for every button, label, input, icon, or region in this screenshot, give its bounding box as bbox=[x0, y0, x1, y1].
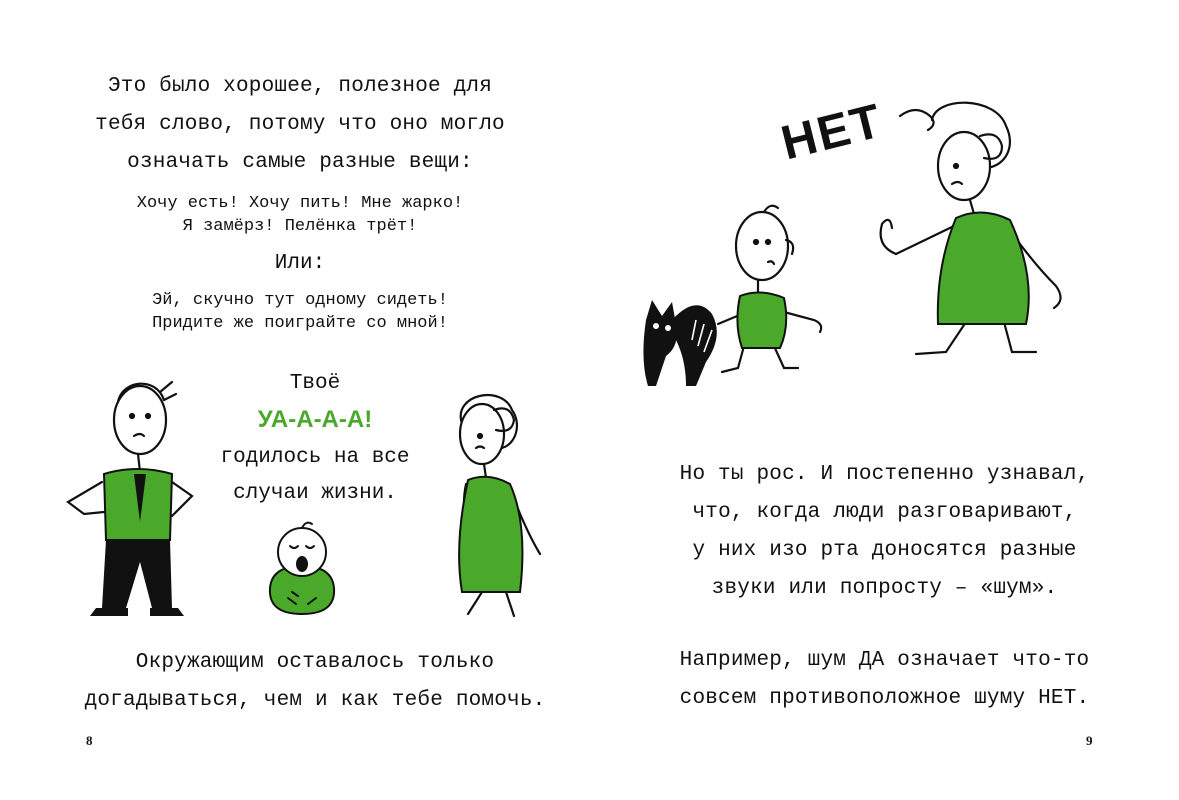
baby-cry-text: УА-А-А-А! bbox=[257, 406, 373, 433]
page-number: 8 bbox=[86, 733, 93, 748]
text-line: случаи жизни. bbox=[233, 482, 397, 505]
intro-paragraph bbox=[0, 68, 600, 182]
text-line: совсем противоположное шуму НЕТ. bbox=[679, 687, 1090, 710]
text-line: что, когда люди разговаривают, bbox=[692, 501, 1077, 524]
text-line: Но ты рос. И постепенно узнавал, bbox=[679, 463, 1090, 486]
text-line: Придите же поиграйте со мной! bbox=[152, 314, 448, 333]
shout-no-text: НЕТ bbox=[776, 94, 889, 171]
example-paragraph bbox=[590, 642, 1179, 718]
boy-illustration bbox=[714, 196, 854, 386]
text-line: тебя слово, потому что оно могло bbox=[95, 113, 505, 136]
right-page bbox=[590, 0, 1179, 800]
baby-cries-list bbox=[0, 192, 600, 238]
baby-illustration bbox=[262, 518, 342, 618]
mother-pointing-illustration bbox=[876, 96, 1106, 372]
text-line: у них изо рта доносятся разные bbox=[692, 539, 1077, 562]
your-word: Твоё bbox=[289, 372, 341, 395]
text-line: Окружающим оставалось только bbox=[135, 651, 495, 674]
text-line: Например, шум ДА означает что-то bbox=[679, 649, 1090, 672]
baby-cries-list-2 bbox=[0, 289, 600, 335]
text-line: Это было хорошее, полезное для bbox=[107, 75, 493, 98]
father-illustration bbox=[60, 372, 210, 622]
or-word: Или: bbox=[274, 252, 326, 275]
text-line: Хочу есть! Хочу пить! Мне жарко! bbox=[136, 194, 464, 213]
fit-lines bbox=[195, 440, 435, 512]
closing-paragraph bbox=[0, 644, 630, 720]
text-line: годилось на все bbox=[220, 446, 410, 469]
text-line: Я замёрз! Пелёнка трёт! bbox=[182, 217, 418, 236]
text-line: Эй, скучно тут одному сидеть! bbox=[152, 291, 448, 310]
cat-illustration bbox=[636, 290, 726, 390]
page-number: 9 bbox=[1086, 733, 1093, 748]
growth-paragraph bbox=[590, 456, 1179, 608]
text-line: означать самые разные вещи: bbox=[127, 151, 473, 174]
text-line: догадываться, чем и как тебе помочь. bbox=[84, 689, 546, 712]
text-line: звуки или попросту – «шум». bbox=[711, 577, 1058, 600]
mother-illustration bbox=[432, 384, 562, 624]
